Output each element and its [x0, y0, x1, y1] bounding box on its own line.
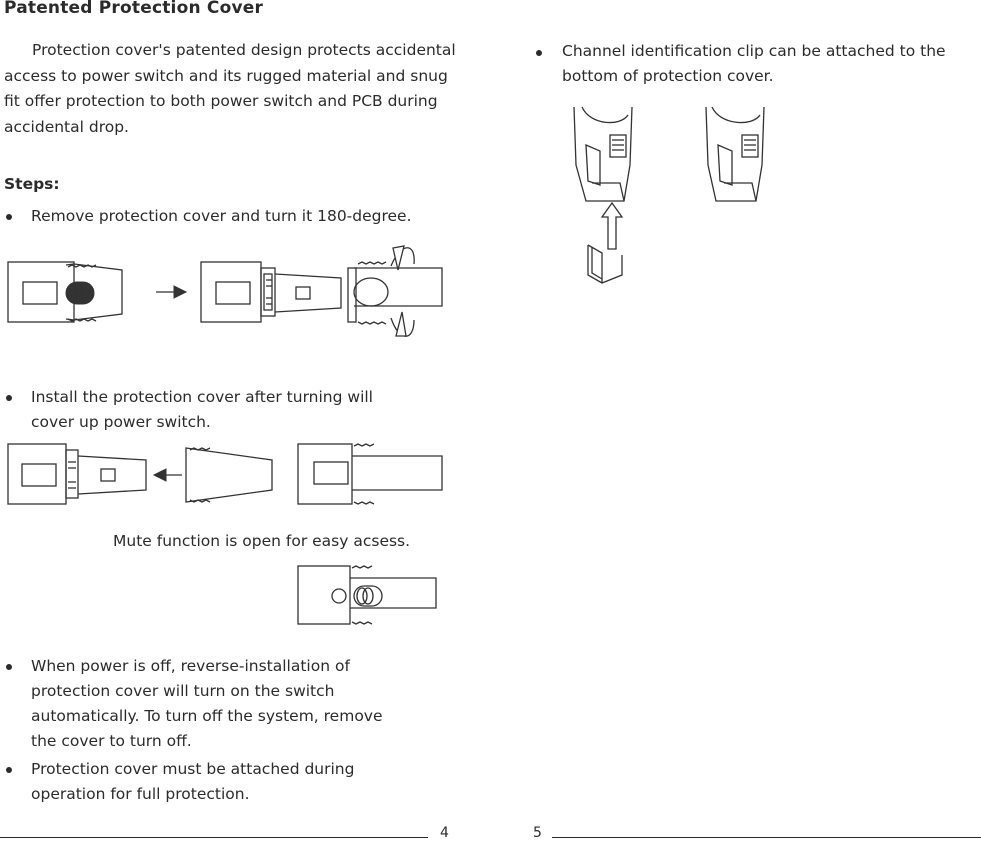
footer-rule-right: [552, 837, 981, 838]
footer-rule-left: [0, 837, 428, 838]
clip-instruction-1: Channel identification clip can be attached to the: [562, 42, 946, 60]
step-install-cover-1: Install the protection cover after turning will: [31, 388, 373, 406]
bullet-dot: [6, 395, 12, 401]
step-attached-1: Protection cover must be attached during: [31, 760, 355, 778]
steps-heading: Steps:: [4, 175, 60, 193]
bullet-dot: [536, 50, 542, 56]
mute-caption: Mute function is open for easy acsess.: [113, 532, 411, 550]
remove-cover-figure: [6, 240, 446, 345]
step-reverse-2: protection cover will turn on the switch: [31, 682, 335, 700]
page-number-right: 5: [533, 825, 542, 841]
intro-paragraph: [4, 38, 464, 140]
mute-function-figure: [296, 562, 446, 628]
step-reverse-4: the cover to turn off.: [31, 732, 192, 750]
bullet-dot: [6, 767, 12, 773]
step-reverse-3: automatically. To turn off the system, remove: [31, 707, 383, 725]
intro-text: Protection cover's patented design protects accidental access to power switch and its rugged material and snug fit offer protection to both power switch and PCB during accidental drop.: [4, 41, 456, 136]
step-reverse-1: When power is off, reverse-installation of: [31, 657, 350, 675]
step-install-cover-2: cover up power switch.: [31, 413, 211, 431]
bullet-dot: [6, 214, 12, 220]
step-remove-cover: Remove protection cover and turn it 180-degree.: [31, 207, 412, 225]
page-title: Patented Protection Cover: [4, 0, 264, 18]
page-number-left: 4: [440, 825, 449, 841]
channel-clip-figure: [570, 105, 770, 290]
bullet-dot: [6, 664, 12, 670]
step-attached-2: operation for full protection.: [31, 785, 250, 803]
clip-instruction-2: bottom of protection cover.: [562, 67, 774, 85]
install-cover-figure: [6, 440, 446, 510]
